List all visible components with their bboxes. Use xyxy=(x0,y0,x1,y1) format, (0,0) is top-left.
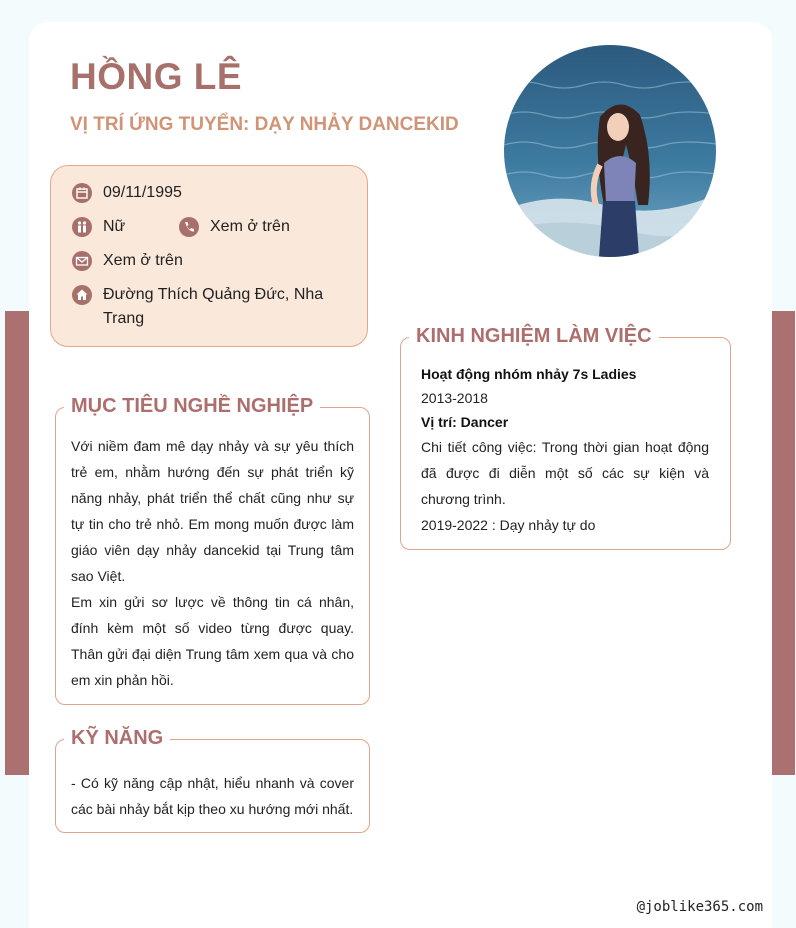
dob-value: 09/11/1995 xyxy=(103,184,182,201)
gender-row xyxy=(72,215,125,239)
profile-photo xyxy=(504,45,716,257)
candidate-name: HỒNG LÊ xyxy=(70,56,243,97)
mail-icon xyxy=(72,251,92,271)
experience-extra: 2019-2022 : Dạy nhảy tự do xyxy=(421,517,596,533)
address-row xyxy=(72,283,332,331)
phone-icon xyxy=(179,217,199,237)
left-accent-band xyxy=(5,311,29,775)
dob-row xyxy=(72,181,182,205)
objective-paragraph-2: Em xin gửi sơ lược về thông tin cá nhân, đính kèm một số video từng được quay. Thân gửi đại diện Trung tâm xem qua và cho em xin phản hồi. xyxy=(71,594,354,688)
applied-position: VỊ TRÍ ỨNG TUYỂN: DẠY NHẢY DANCEKID xyxy=(70,114,459,135)
gender-value: Nữ xyxy=(103,218,126,235)
right-accent-band xyxy=(772,311,795,775)
experience-period: 2013-2018 xyxy=(421,390,488,406)
calendar-icon xyxy=(72,183,92,203)
address-value: Đường Thích Quảng Đức, Nha Trang xyxy=(103,286,324,327)
skills-title: KỸ NĂNG xyxy=(64,723,170,753)
experience-role: Vị trí: Dancer xyxy=(421,414,509,430)
experience-company: Hoạt động nhóm nhảy 7s Ladies xyxy=(421,366,637,382)
skills-section xyxy=(55,727,370,833)
email-value: Xem ở trên xyxy=(103,252,183,269)
gender-icon xyxy=(72,217,92,237)
work-experience-section xyxy=(400,325,731,550)
experience-detail: Chi tiết công việc: Trong thời gian hoạt động đã được đi diễn một số các sự kiện và chương trình. xyxy=(421,439,709,507)
email-row xyxy=(72,249,183,273)
site-watermark: @joblike365.com xyxy=(636,899,763,915)
skills-text: - Có kỹ năng cập nhật, hiểu nhanh và cover các bài nhảy bắt kịp theo xu hướng mới nhất. xyxy=(71,775,354,817)
objective-title: MỤC TIÊU NGHỀ NGHIỆP xyxy=(64,391,320,421)
home-icon xyxy=(72,285,92,305)
phone-row xyxy=(179,215,290,239)
phone-value: Xem ở trên xyxy=(210,218,290,235)
career-objective-section xyxy=(55,395,370,705)
personal-info-box xyxy=(50,165,368,347)
objective-paragraph-1: Với niềm đam mê dạy nhảy và sự yêu thích trẻ em, nhằm hướng đến sự phát triển kỹ năng nhảy, phát triển thể chất cũng như sự tự tin cho trẻ nhỏ. Em mong muốn được làm giáo viên dạy nhảy dancekid tại Trung tâm sao Việt. xyxy=(71,438,354,584)
experience-title: KINH NGHIỆM LÀM VIỆC xyxy=(409,321,659,351)
